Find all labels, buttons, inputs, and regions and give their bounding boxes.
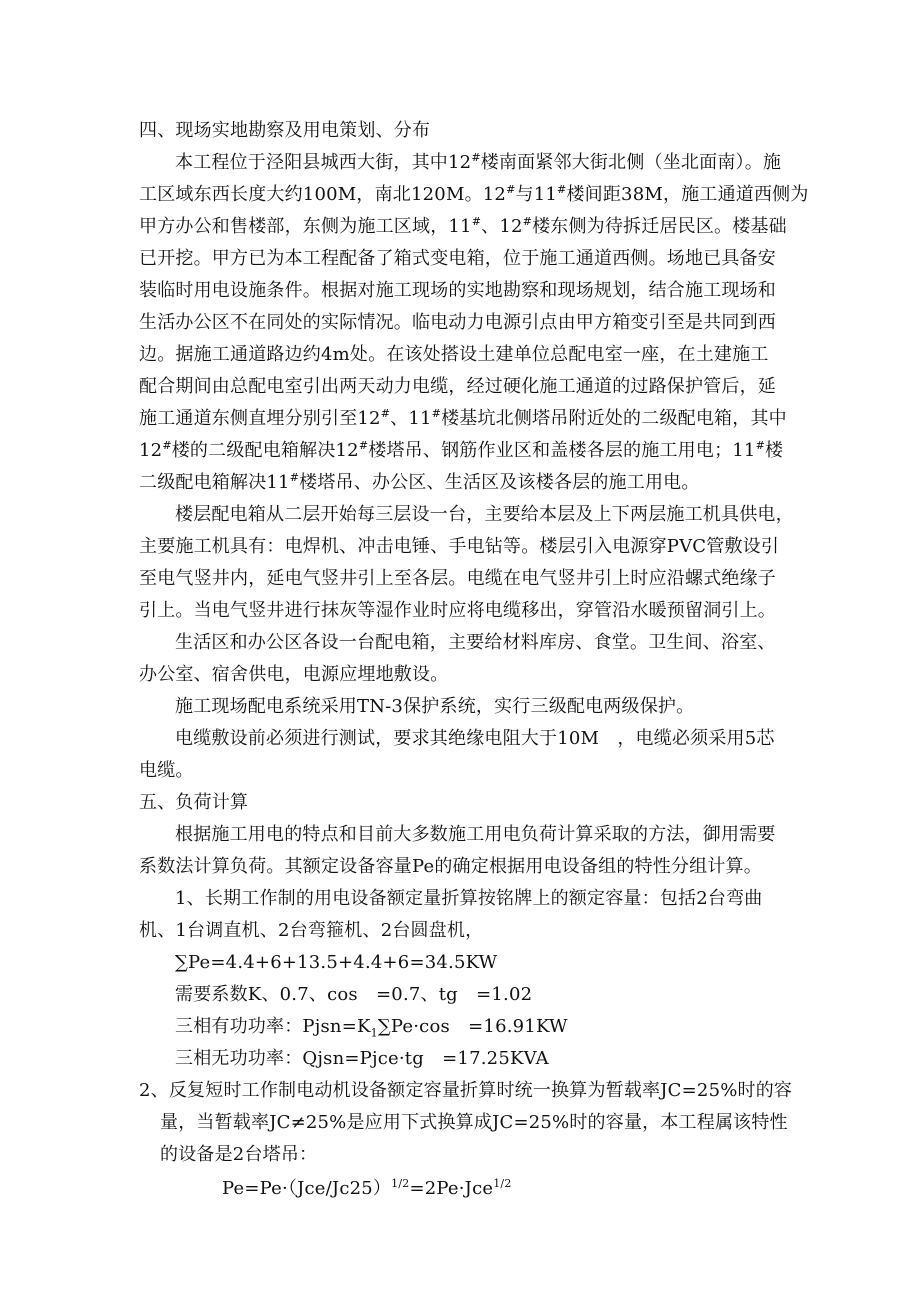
text-line: 量，当暂载率JC≠25%是应用下式换算成JC=25%时的容量，本工程属该特性	[160, 1112, 788, 1133]
text-line: 甲方办公和售楼部，东侧为施工区域，11#、12#楼东侧为待拆迁居民区。楼基础	[139, 215, 787, 237]
text-line: 边。据施工通道路边约4m处。在该处搭设土建单位总配电室一座，在土建施工	[139, 344, 769, 365]
text-line: 施工通道东侧直埋分别引至12#、11#楼基坑北侧塔吊附近处的二级配电箱，其中	[139, 407, 787, 429]
text-line: 主要施工机具有：电焊机、冲击电锤、手电钻等。楼层引入电源穿PVC管敷设引	[139, 536, 780, 557]
text-line: 引上。当电气竖井进行抹灰等湿作业时应将电缆移出，穿管沿水暖预留洞引上。	[139, 600, 776, 621]
text-line: 的设备是2台塔吊：	[160, 1144, 318, 1165]
formula-coefficients: 需要系数K、0.7、cos =0.7、tg =1.02	[175, 984, 533, 1005]
text-line: 楼层配电箱从二层开始每三层设一台，主要给本层及上下两层施工机具供电，	[175, 504, 794, 525]
text-line: 电缆敷设前必须进行测试，要求其绝缘电阻大于10M ，电缆必须采用5芯	[175, 728, 775, 749]
text-line: 至电气竖井内，延电气竖井引上至各层。电缆在电气竖井引上时应沿螺式绝缘子	[139, 568, 776, 589]
text-line: 系数法计算负荷。其额定设备容量Pe的确定根据用电设备组的特性分组计算。	[139, 856, 762, 877]
text-line: 生活办公区不在同处的实际情况。临电动力电源引点由甲方箱变引至是共同到西	[139, 312, 776, 333]
section-4-paragraph-4: 施工现场配电系统采用TN-3保护系统，实行三级配电两级保护。	[175, 696, 695, 717]
section-4-heading: 四、现场实地勘察及用电策划、分布	[139, 120, 431, 141]
text-line: 电缆。	[139, 760, 194, 781]
section-5-heading: 五、负荷计算	[139, 792, 249, 813]
text-line: 12#楼的二级配电箱解决12#楼塔吊、钢筋作业区和盖楼各层的施工用电；11#楼	[139, 439, 784, 461]
text-line: 本工程位于泾阳县城西大街，其中12#楼南面紧邻大街北侧（坐北面南）。施	[175, 151, 782, 173]
text-line: 生活区和办公区各设一台配电箱，主要给材料库房、食堂。卫生间、浴室、	[175, 632, 776, 653]
text-line: 二级配电箱解决11#楼塔吊、办公区、生活区及该楼各层的施工用电。	[139, 471, 700, 493]
text-line: 已开挖。甲方已为本工程配备了箱式变电箱，位于施工通道西侧。场地已具备安	[139, 248, 776, 269]
formula-reactive-power: 三相无功功率：Qjsn=Pjce·tg =17.25KVA	[175, 1048, 549, 1069]
text-line: 配合期间由总配电室引出两天动力电缆，经过硬化施工通道的过路保护管后，延	[139, 376, 776, 397]
formula-pe-conversion: $Pe=Pe\cdot(Jce/Jc25)^{1/2}=2Pe\cdot Jce^{1/2}$	[222, 1177, 512, 1199]
text-line: 根据施工用电的特点和目前大多数施工用电负荷计算采取的方法，御用需要	[175, 824, 776, 845]
text-line: 办公室、宿舍供电，电源应埋地敷设。	[139, 664, 449, 685]
text-line: 装临时用电设施条件。根据对施工现场的实地勘察和现场规划，结合施工现场和	[139, 280, 776, 301]
text-line: 工区域东西长度大约100M，南北120M。12#与11#楼间距38M，施工通道西侧为	[139, 183, 809, 205]
formula-active-power: 三相有功功率：$Pjsn=K_1\sum Pe\cdot\cos$ =16.91KW	[175, 1016, 568, 1040]
text-line: 2、反复短时工作制电动机设备额定容量折算时统一换算为暂载率JC=25%时的容	[139, 1080, 793, 1101]
formula-sum-pe: ∑Pe=4.4+6+13.5+4.4+6=34.5KW	[175, 952, 498, 973]
text-line: 机、1台调直机、2台弯箍机、2台圆盘机，	[139, 920, 484, 941]
text-line: 1、长期工作制的用电设备额定量折算按铭牌上的额定容量：包括2台弯曲	[175, 888, 763, 909]
